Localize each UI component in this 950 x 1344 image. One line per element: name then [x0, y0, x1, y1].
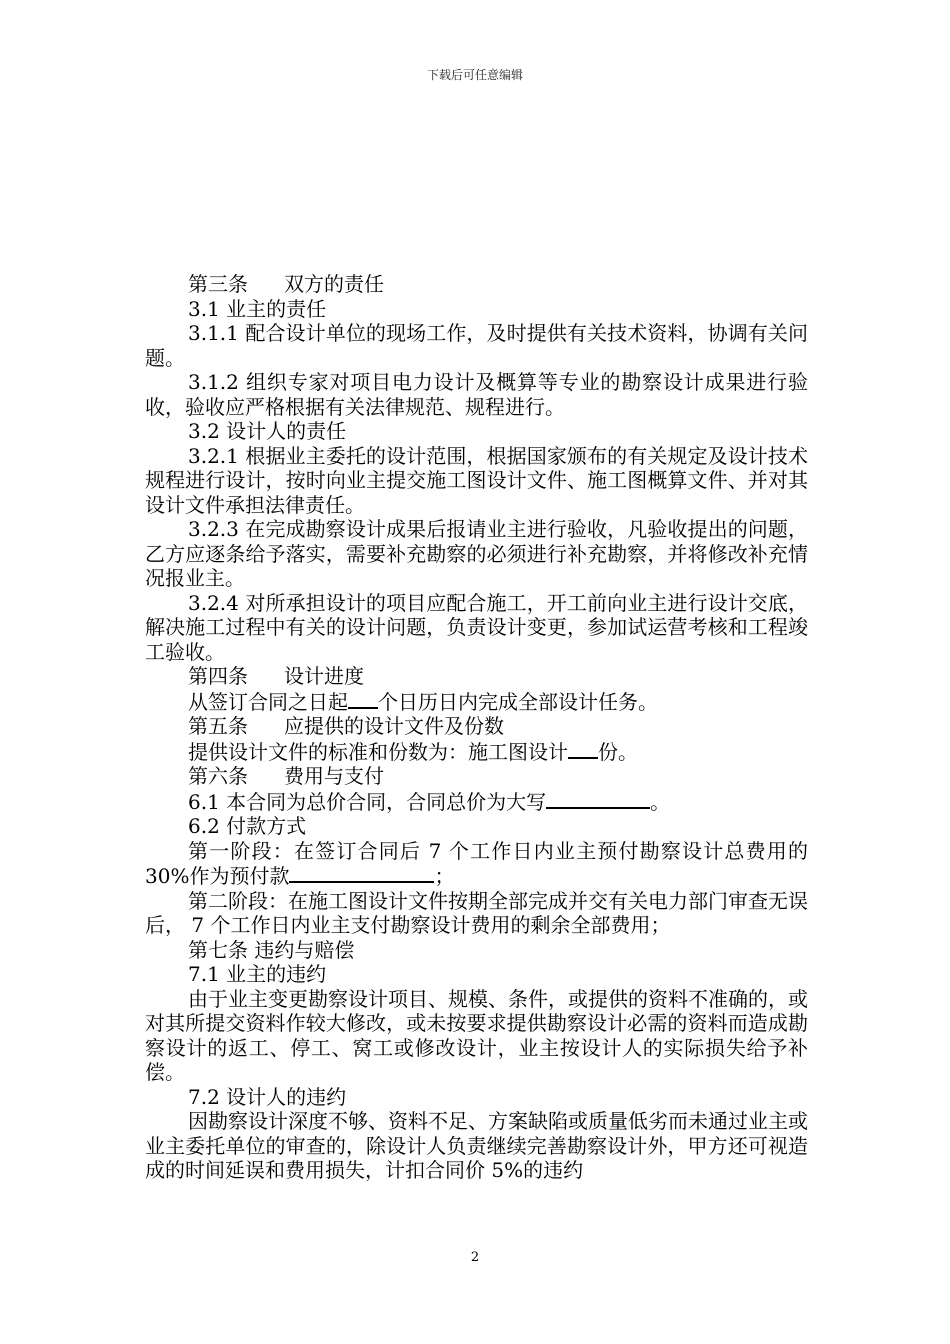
- designer-breach-text: 因勘察设计深度不够、资料不足、方案缺陷或质量低劣而未通过业主或业主委托单位的审查的，除设计人负责继续完善勘察设计外，甲方还可视造成的时间延误和费用损失，计扣合同价 5%的违约: [145, 1109, 808, 1182]
- section-7-2: 7.2 设计人的违约: [188, 1084, 347, 1109]
- section-7-1: 7.1 业主的违约: [188, 962, 327, 986]
- documents-text: 提供设计文件的标准和份数为：施工图设计 份。: [188, 739, 638, 764]
- clause-3-1-1: 3.1.1 配合设计单位的现场工作，及时提供有关技术资料，协调有关问题。: [145, 321, 808, 370]
- page-number: 2: [470, 1250, 480, 1265]
- payment-stage-1: 第一阶段：在签订合同后 7 个工作日内业主预付勘察设计总费用的 30%作为预付款 ；: [145, 838, 808, 888]
- advance-payment-blank: [289, 863, 434, 883]
- document-body: [145, 272, 808, 1183]
- clause-3-1-2: 3.1.2 组织专家对项目电力设计及概算等专业的勘察设计成果进行验收，验收应严格根据有关法律规范、规程进行。: [145, 370, 808, 419]
- section-3-2: 3.2 设计人的责任: [188, 419, 347, 443]
- days-blank: [348, 689, 378, 709]
- clause-6-1: 6.1 本合同为总价合同，合同总价为大写 。: [188, 789, 671, 814]
- article-7-heading: 第七条 违约与赔偿: [188, 937, 355, 962]
- clause-3-2-1: 3.2.1 根据业主委托的设计范围，根据国家颁布的有关规定及设计技术规程进行设计，按时向业主提交施工图设计文件、施工图概算文件、并对其设计文件承担法律责任。: [145, 443, 808, 517]
- article-3-heading: 第三条 双方的责任: [188, 272, 384, 296]
- page-header: 下载后可任意编辑: [426, 68, 523, 82]
- owner-breach-text: 由于业主变更勘察设计项目、规模、条件，或提供的资料不准确的，或对其所提交资料作较大修改，或未按要求提供勘察设计必需的资料而造成勘察设计的返工、停工、窝工或修改设计，业主按设计人的实际损失给予补偿。: [145, 986, 808, 1084]
- clause-3-2-4: 3.2.4 对所承担设计的项目应配合施工，开工前向业主进行设计交底，解决施工过程中有关的设计问题，负责设计变更，参加试运营考核和工程竣工验收。: [145, 590, 808, 664]
- section-3-1: 3.1 业主的责任: [188, 296, 327, 321]
- total-price-blank: [546, 789, 650, 809]
- clause-3-2-3: 3.2.3 在完成勘察设计成果后报请业主进行验收，凡验收提出的问题，乙方应逐条给予落实，需要补充勘察的必须进行补充勘察，并将修改补充情况报业主。: [145, 517, 808, 590]
- article-4-heading: 第四条 设计进度: [188, 664, 364, 688]
- article-5-heading: 第五条 应提供的设计文件及份数: [188, 714, 504, 738]
- schedule-text: 从签订合同之日起 个日历日内完成全部设计任务。: [188, 689, 658, 714]
- section-6-2: 6.2 付款方式: [188, 814, 307, 838]
- article-6-heading: 第六条 费用与支付: [188, 764, 384, 788]
- copies-blank: [568, 739, 598, 759]
- payment-stage-2: 第二阶段：在施工图设计文件按期全部完成并交有关电力部门审查无误后， 7 个工作日内业主支付勘察设计费用的剩余全部费用；: [145, 888, 808, 937]
